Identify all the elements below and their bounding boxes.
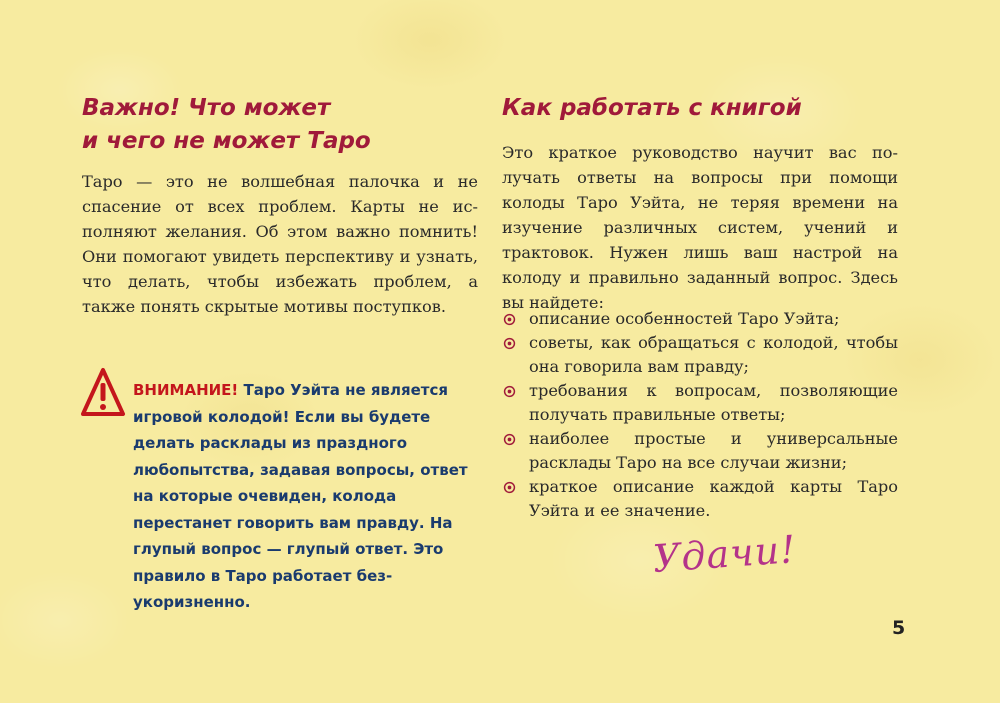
right-heading: Как работать с книгой	[502, 95, 802, 121]
warning-label: ВНИМАНИЕ!	[133, 381, 239, 399]
left-heading-line1: Важно! Что может	[82, 95, 331, 121]
left-body-text: Таро — это не волшебная палочка и не спасение от всех проблем. Карты не исполняют желания. Об этом важно помнить! Они помогают увидеть перспективу и узнать, что делать, чтобы избежать проблем, а также понять скрытые мотивы поступков.	[82, 172, 478, 316]
warning-notice	[133, 377, 477, 616]
flower-bullet-icon	[503, 385, 516, 398]
list-item	[502, 427, 898, 475]
flower-bullet-icon	[503, 433, 516, 446]
list-item-text: описание особенностей Таро Уэйта;	[529, 309, 840, 328]
list-item	[502, 475, 898, 523]
flower-bullet-icon	[503, 313, 516, 326]
list-item	[502, 307, 898, 331]
page-number: 5	[892, 617, 906, 639]
closing-wish: Удачи!	[651, 527, 798, 581]
list-item-text: наиболее простые и универсальные расклады Таро на все случаи жизни;	[529, 429, 898, 472]
warning-triangle-icon	[80, 366, 126, 420]
list-item	[502, 331, 898, 379]
left-heading	[82, 92, 482, 158]
list-item-text: советы, как обращаться с колодой, чтобы она говорила вам правду;	[529, 333, 898, 376]
right-intro-text: Это краткое руководство научит вас получать ответы на вопросы при помощи колоды Таро Уэйта, не теряя времени на изучение различных систем, учений и трактовок. Нужен лишь ваш настрой на колоду и правильно заданный вопрос. Здесь вы найдете:	[502, 143, 898, 312]
left-heading-line2: и чего не может Таро	[82, 128, 371, 154]
list-item-text: краткое описание каждой карты Таро Уэйта и ее значение.	[529, 477, 898, 520]
list-item-text: требования к вопросам, позволяющие получать правильные ответы;	[529, 381, 898, 424]
flower-bullet-icon	[503, 337, 516, 350]
warning-body: Таро Уэйта не является игровой колодой! Если вы будете делать расклады из праздного любопытства, задавая вопросы, ответ на которые очевиден, колода перестанет говорить вам правду. На глупый вопрос — глупый ответ. Это правило в Таро работает безукоризненно.	[133, 381, 468, 611]
list-item	[502, 379, 898, 427]
flower-bullet-icon	[503, 481, 516, 494]
contents-list	[502, 307, 898, 523]
